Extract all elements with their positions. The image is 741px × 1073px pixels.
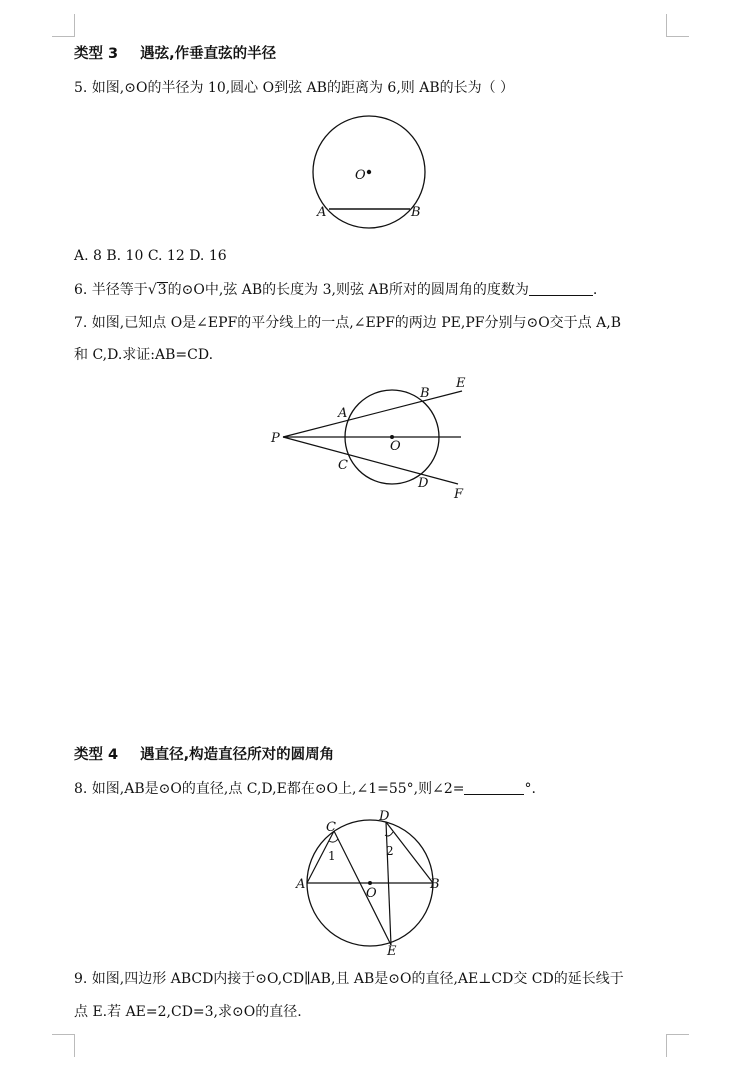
sqrt-symbol: √ bbox=[147, 282, 157, 298]
label-c: C bbox=[326, 820, 336, 835]
label-a: A bbox=[338, 406, 348, 421]
q6-prefix: 6. 半径等于 bbox=[74, 282, 148, 298]
label-f: F bbox=[454, 487, 464, 502]
label-o: O bbox=[355, 168, 366, 183]
label-o: O bbox=[390, 439, 401, 454]
figure-q5 bbox=[300, 110, 450, 234]
label-d: D bbox=[379, 809, 390, 824]
q8-prefix: 8. 如图,AB是⊙O的直径,点 C,D,E都在⊙O上,∠1=55°,则∠2= bbox=[74, 781, 465, 797]
figure-q7 bbox=[265, 370, 485, 514]
answer-blank bbox=[464, 780, 524, 795]
section-heading-type4 bbox=[74, 746, 334, 764]
corner-mark-bottom-left bbox=[52, 1034, 75, 1057]
question-5-options: A. 8 B. 10 C. 12 D. 16 bbox=[74, 248, 227, 264]
ray-pf bbox=[283, 437, 458, 484]
question-9-line1: 9. 如图,四边形 ABCD内接于⊙O,CD∥AB,且 AB是⊙O的直径,AE⊥CD交 CD的延长线于 bbox=[74, 971, 624, 987]
section-title: 遇弦,作垂直弦的半径 bbox=[140, 46, 277, 62]
center-point bbox=[367, 170, 371, 174]
question-9-line2: 点 E.若 AE=2,CD=3,求⊙O的直径. bbox=[74, 1004, 302, 1020]
section-label: 类型 4 bbox=[74, 747, 119, 763]
label-e: E bbox=[387, 944, 397, 959]
label-e: E bbox=[456, 376, 466, 391]
section-title: 遇直径,构造直径所对的圆周角 bbox=[140, 747, 335, 763]
center-point bbox=[368, 881, 372, 885]
label-a: A bbox=[296, 877, 306, 892]
q8-suffix: °. bbox=[524, 781, 536, 797]
label-a: A bbox=[317, 205, 327, 220]
angle-1-arc bbox=[329, 839, 338, 842]
corner-mark-top-right bbox=[666, 14, 689, 37]
label-b: B bbox=[430, 877, 440, 892]
chord-ce bbox=[334, 831, 391, 945]
sqrt-radicand: 3 bbox=[157, 282, 167, 298]
question-7-line1: 7. 如图,已知点 O是∠EPF的平分线上的一点,∠EPF的两边 PE,PF分别与⊙O交于点 A,B bbox=[74, 315, 621, 331]
question-6-text bbox=[74, 281, 597, 299]
q6-end: . bbox=[592, 282, 598, 298]
q6-suffix: 的⊙O中,弦 AB的长度为 3,则弦 AB所对的圆周角的度数为 bbox=[167, 282, 529, 298]
label-p: P bbox=[271, 431, 280, 446]
label-angle-1: 1 bbox=[328, 849, 336, 863]
question-8-text bbox=[74, 780, 536, 798]
section-label: 类型 3 bbox=[74, 46, 119, 62]
label-o: O bbox=[366, 886, 377, 901]
label-angle-2: 2 bbox=[386, 844, 394, 858]
label-b: B bbox=[411, 205, 421, 220]
corner-mark-top-left bbox=[52, 14, 75, 37]
question-7-line2: 和 C,D.求证:AB=CD. bbox=[74, 347, 214, 363]
figure-q8 bbox=[288, 805, 458, 964]
label-c: C bbox=[338, 458, 348, 473]
section-heading-type3 bbox=[74, 45, 276, 63]
ray-pe bbox=[283, 391, 462, 437]
answer-blank bbox=[529, 281, 593, 296]
corner-mark-bottom-right bbox=[666, 1034, 689, 1057]
label-d: D bbox=[418, 476, 429, 491]
label-b: B bbox=[420, 386, 430, 401]
question-5-text: 5. 如图,⊙O的半径为 10,圆心 O到弦 AB的距离为 6,则 AB的长为（ ） bbox=[74, 80, 515, 96]
